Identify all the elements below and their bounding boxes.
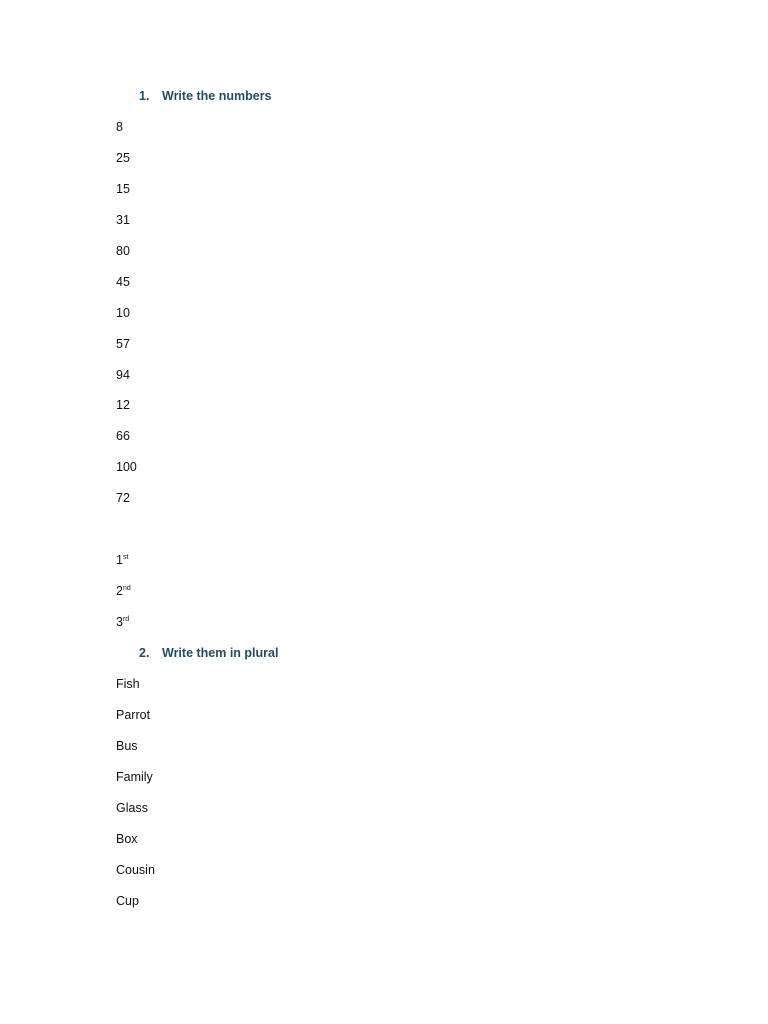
number-item: 100 bbox=[116, 460, 137, 474]
word-item: Glass bbox=[116, 801, 148, 815]
word-item: Cup bbox=[116, 894, 139, 908]
word-item: Cousin bbox=[116, 863, 155, 877]
number-item: 15 bbox=[116, 182, 130, 196]
section-2-title: Write them in plural bbox=[162, 646, 279, 660]
number-item: 10 bbox=[116, 306, 130, 320]
section-2-heading bbox=[139, 645, 278, 661]
number-item: 66 bbox=[116, 429, 130, 443]
ordinal-item bbox=[116, 552, 128, 571]
ordinal-base: 3 bbox=[116, 615, 123, 629]
ordinal-suffix: st bbox=[122, 554, 129, 561]
number-item: 45 bbox=[116, 275, 130, 289]
number-item: 57 bbox=[116, 337, 130, 351]
ordinal-base: 2 bbox=[116, 584, 123, 598]
word-item: Parrot bbox=[116, 708, 151, 722]
number-item: 31 bbox=[116, 213, 130, 227]
word-item: Fish bbox=[116, 677, 140, 691]
number-item: 72 bbox=[116, 491, 130, 505]
ordinal-suffix: rd bbox=[122, 616, 130, 623]
ordinal-item bbox=[116, 614, 129, 633]
word-item: Family bbox=[116, 770, 153, 784]
ordinal-item bbox=[116, 583, 131, 602]
section-1-title: Write the numbers bbox=[162, 89, 272, 103]
word-item: Box bbox=[116, 832, 138, 846]
ordinal-base: 1 bbox=[116, 553, 123, 567]
section-1-number: 1. bbox=[139, 89, 150, 103]
section-1-heading bbox=[139, 88, 272, 104]
number-item: 12 bbox=[116, 398, 130, 412]
section-2-number: 2. bbox=[139, 646, 150, 660]
number-item: 8 bbox=[116, 120, 123, 134]
word-item: Bus bbox=[116, 739, 138, 753]
number-item: 80 bbox=[116, 244, 130, 258]
number-item: 25 bbox=[116, 151, 130, 165]
ordinal-suffix: nd bbox=[122, 585, 131, 592]
number-item: 94 bbox=[116, 368, 130, 382]
